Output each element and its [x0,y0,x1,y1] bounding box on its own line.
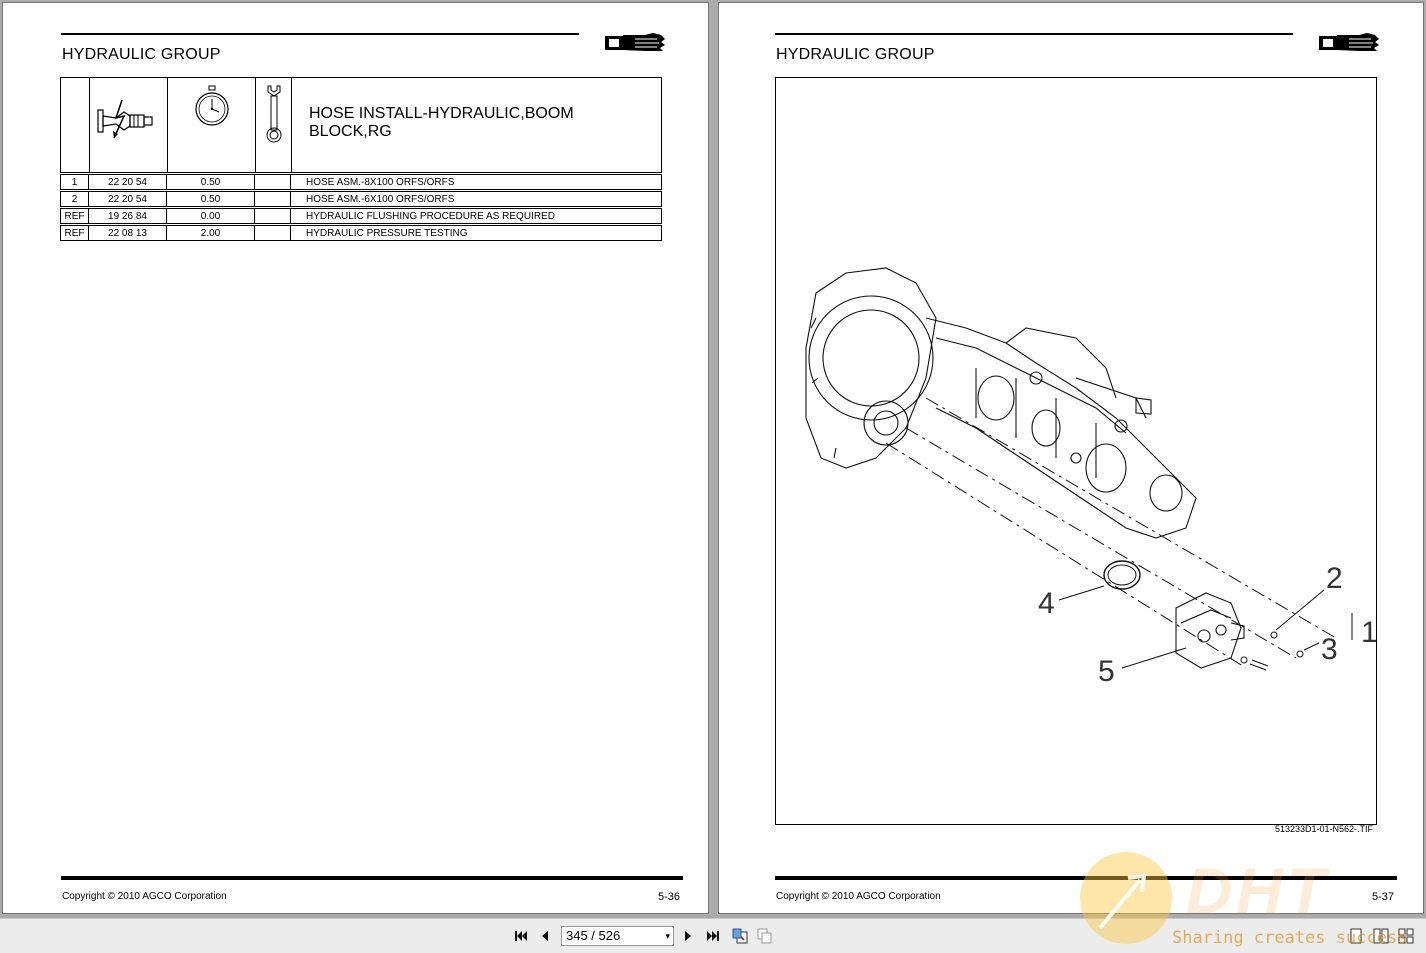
footer-rule [61,876,683,880]
row-ref: 2 [71,194,78,205]
labour-table-header [60,77,662,173]
table-row [60,191,662,207]
labour-table-rows [60,174,662,242]
hand-logo-icon [1319,31,1379,53]
row-time: 0.00 [200,211,221,222]
two-page-view-icon [1373,928,1389,944]
row-description: HOSE ASM.-8X100 ORFS/ORFS [306,177,455,188]
tool-column-header [256,78,292,172]
watermark-slogan: Sharing creates success [1172,928,1408,948]
hose-fitting-icon [94,96,164,156]
viewer-toolbar [0,918,1426,953]
header-rule [61,33,579,35]
operation-code-column-header [90,78,168,172]
header-rule [775,33,1293,35]
time-column-header [168,78,256,172]
page-header-title: HYDRAULIC GROUP [776,46,935,63]
last-page-button[interactable] [704,927,722,945]
single-page-view-button[interactable] [1347,927,1365,945]
fit-page-icon [732,928,748,944]
row-code: 22 20 54 [108,194,147,205]
first-page-button[interactable] [512,927,530,945]
ref-column-header [61,78,90,172]
hydraulic-pump-assembly-drawing [776,78,1376,824]
row-description: HYDRAULIC PRESSURE TESTING [306,228,468,239]
watermark-letters: DHT [1186,855,1330,927]
page-number: 5-37 [1372,891,1395,903]
row-time: 0.50 [200,194,221,205]
next-page-icon [681,929,695,943]
page-number: 5-36 [658,891,681,903]
exploded-view-figure [775,77,1377,825]
last-page-icon [706,929,720,943]
footer-rule [775,876,1397,880]
row-description: HOSE ASM.-6X100 ORFS/ORFS [306,194,455,205]
row-ref: REF [64,228,85,239]
table-row [60,225,662,241]
fit-page-button[interactable] [731,927,749,945]
callout-2: 2 [1326,562,1343,595]
copyright-text: Copyright © 2010 AGCO Corporation [62,891,227,902]
labour-operation-title: HOSE INSTALL-HYDRAULIC,BOOM BLOCK,RG [309,105,574,140]
table-row [60,174,662,190]
row-code: 22 08 13 [108,228,147,239]
row-code: 22 20 54 [108,177,147,188]
document-page-left [2,2,709,914]
chevron-down-icon: ▾ [665,931,670,941]
continuous-view-icon [1398,928,1414,944]
page-header-title: HYDRAULIC GROUP [62,46,221,63]
previous-page-button[interactable] [536,927,554,945]
two-page-view-button[interactable] [1372,927,1390,945]
copy-page-icon [757,928,773,944]
copy-page-button[interactable] [756,927,774,945]
callout-3: 3 [1321,633,1338,666]
single-page-view-icon [1348,928,1364,944]
hand-logo-icon [605,31,665,53]
row-ref: REF [64,211,85,222]
wrench-icon [264,84,284,144]
row-code: 19 26 84 [108,211,147,222]
previous-page-icon [538,929,552,943]
callout-5: 5 [1098,655,1115,688]
callout-4: 4 [1038,587,1055,620]
continuous-view-button[interactable] [1397,927,1415,945]
row-ref: 1 [71,177,78,188]
next-page-button[interactable] [679,927,697,945]
row-description: HYDRAULIC FLUSHING PROCEDURE AS REQUIRED [306,211,555,222]
document-page-right [718,2,1424,914]
row-time: 2.00 [200,228,221,239]
figure-caption: 513233D1-01-N562-.TIF [1274,824,1373,834]
callout-1: 1 [1361,616,1378,649]
page-indicator: 345 / 526 [566,928,621,943]
stopwatch-icon [192,85,232,129]
copyright-text: Copyright © 2010 AGCO Corporation [776,891,941,902]
table-row [60,208,662,224]
row-time: 0.50 [200,177,221,188]
page-number-field[interactable] [561,926,674,946]
first-page-icon [514,929,528,943]
